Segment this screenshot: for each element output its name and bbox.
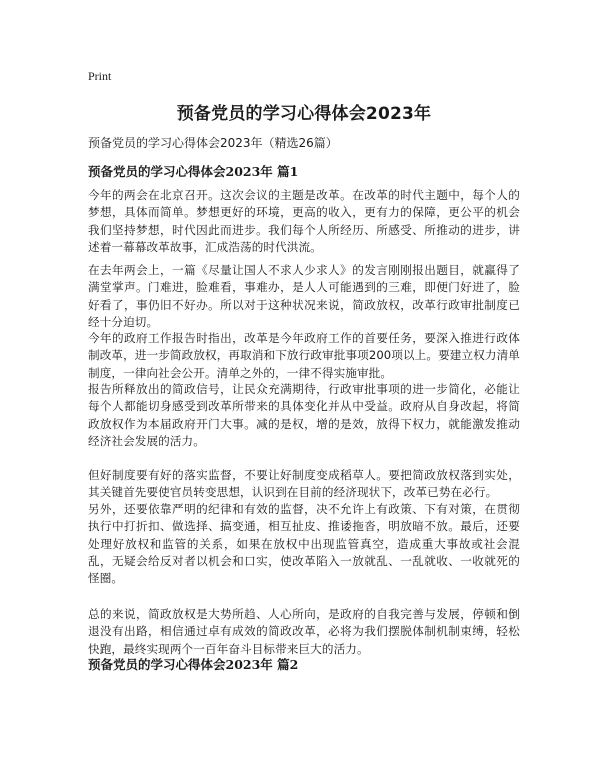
section-heading-2: 预备党员的学习心得体会2023年 篇2 [88,657,299,672]
paragraph-2: 在去年两会上，一篇《尽量让国人不求人少求人》的发言刚刚报出题目，就赢得了满堂掌声。门难进，脸难看，事难办，是人人可能遇到的三难，即便门好进了，脸好看了，事仍旧不好办。所以对于这种状况来说，简政放权，改革行政审批制度已经十分迫切。 [88,263,520,329]
paragraph-4: 报告所释放出的简政信号，让民众充满期待，行政审批事项的进一步简化，必能让每个人都能切身感受到改革所带来的具体变化并从中受益。政府从自身改起，将简政放权作为本届政府开门大事。减的是权，增的是效，放得下权力，就能激发推动经济社会发展的活力。 [88,382,520,448]
page-title: 预备党员的学习心得体会2023年 [176,104,432,124]
paragraph-6: 另外，还要依靠严明的纪律和有效的监督，决不允许上有政策、下有对策，在贯彻执行中打折扣、做选择、搞变通，相互扯皮、推诿拖沓，明放暗不放。最后，还要处理好放权和监管的关系，如果在放权中出现监管真空，造成重大事故或社会混乱，无疑会给反对者以机会和口实，使改革陷入一放就乱、一乱就收、一收就死的怪圈。 [88,502,520,586]
paragraph-3: 今年的政府工作报告时指出，改革是今年政府工作的首要任务，要深入推进行政体制改革，进一步简政放权，再取消和下放行政审批事项200项以上。要建立权力清单制度，一律向社会公开。清单之外的，一律不得实施审批。 [88,331,520,380]
paragraph-5: 但好制度要有好的落实监督，不要让好制度变成稻草人。要把简政放权落到实处，其关键首先要使官员转变思想，认识到在目前的经济现状下，改革已势在必行。 [88,468,520,500]
paragraph-1: 今年的两会在北京召开。这次会议的主题是改革。在改革的时代主题中，每个人的梦想，具体而简单。梦想更好的环境，更高的收入，更有力的保障，更公平的机会我们坚持梦想，时代因此而进步。我们每个人所经历、所感受、所推动的进步，讲述着一幕幕改革故事，汇成浩荡的时代洪流。 [88,188,520,254]
document-subtitle: 预备党员的学习心得体会2023年（精选26篇） [88,136,338,150]
print-link[interactable]: Print [88,69,112,83]
section-heading-1: 预备党员的学习心得体会2023年 篇1 [88,164,299,179]
paragraph-7: 总的来说，简政放权是大势所趋、人心所向，是政府的自我完善与发展，停顿和倒退没有出路，相信通过卓有成效的简政改革，必将为我们摆脱体制机制束缚，轻松快跑，最终实现两个一百年奋斗目标带来巨大的活力。 [88,607,520,656]
